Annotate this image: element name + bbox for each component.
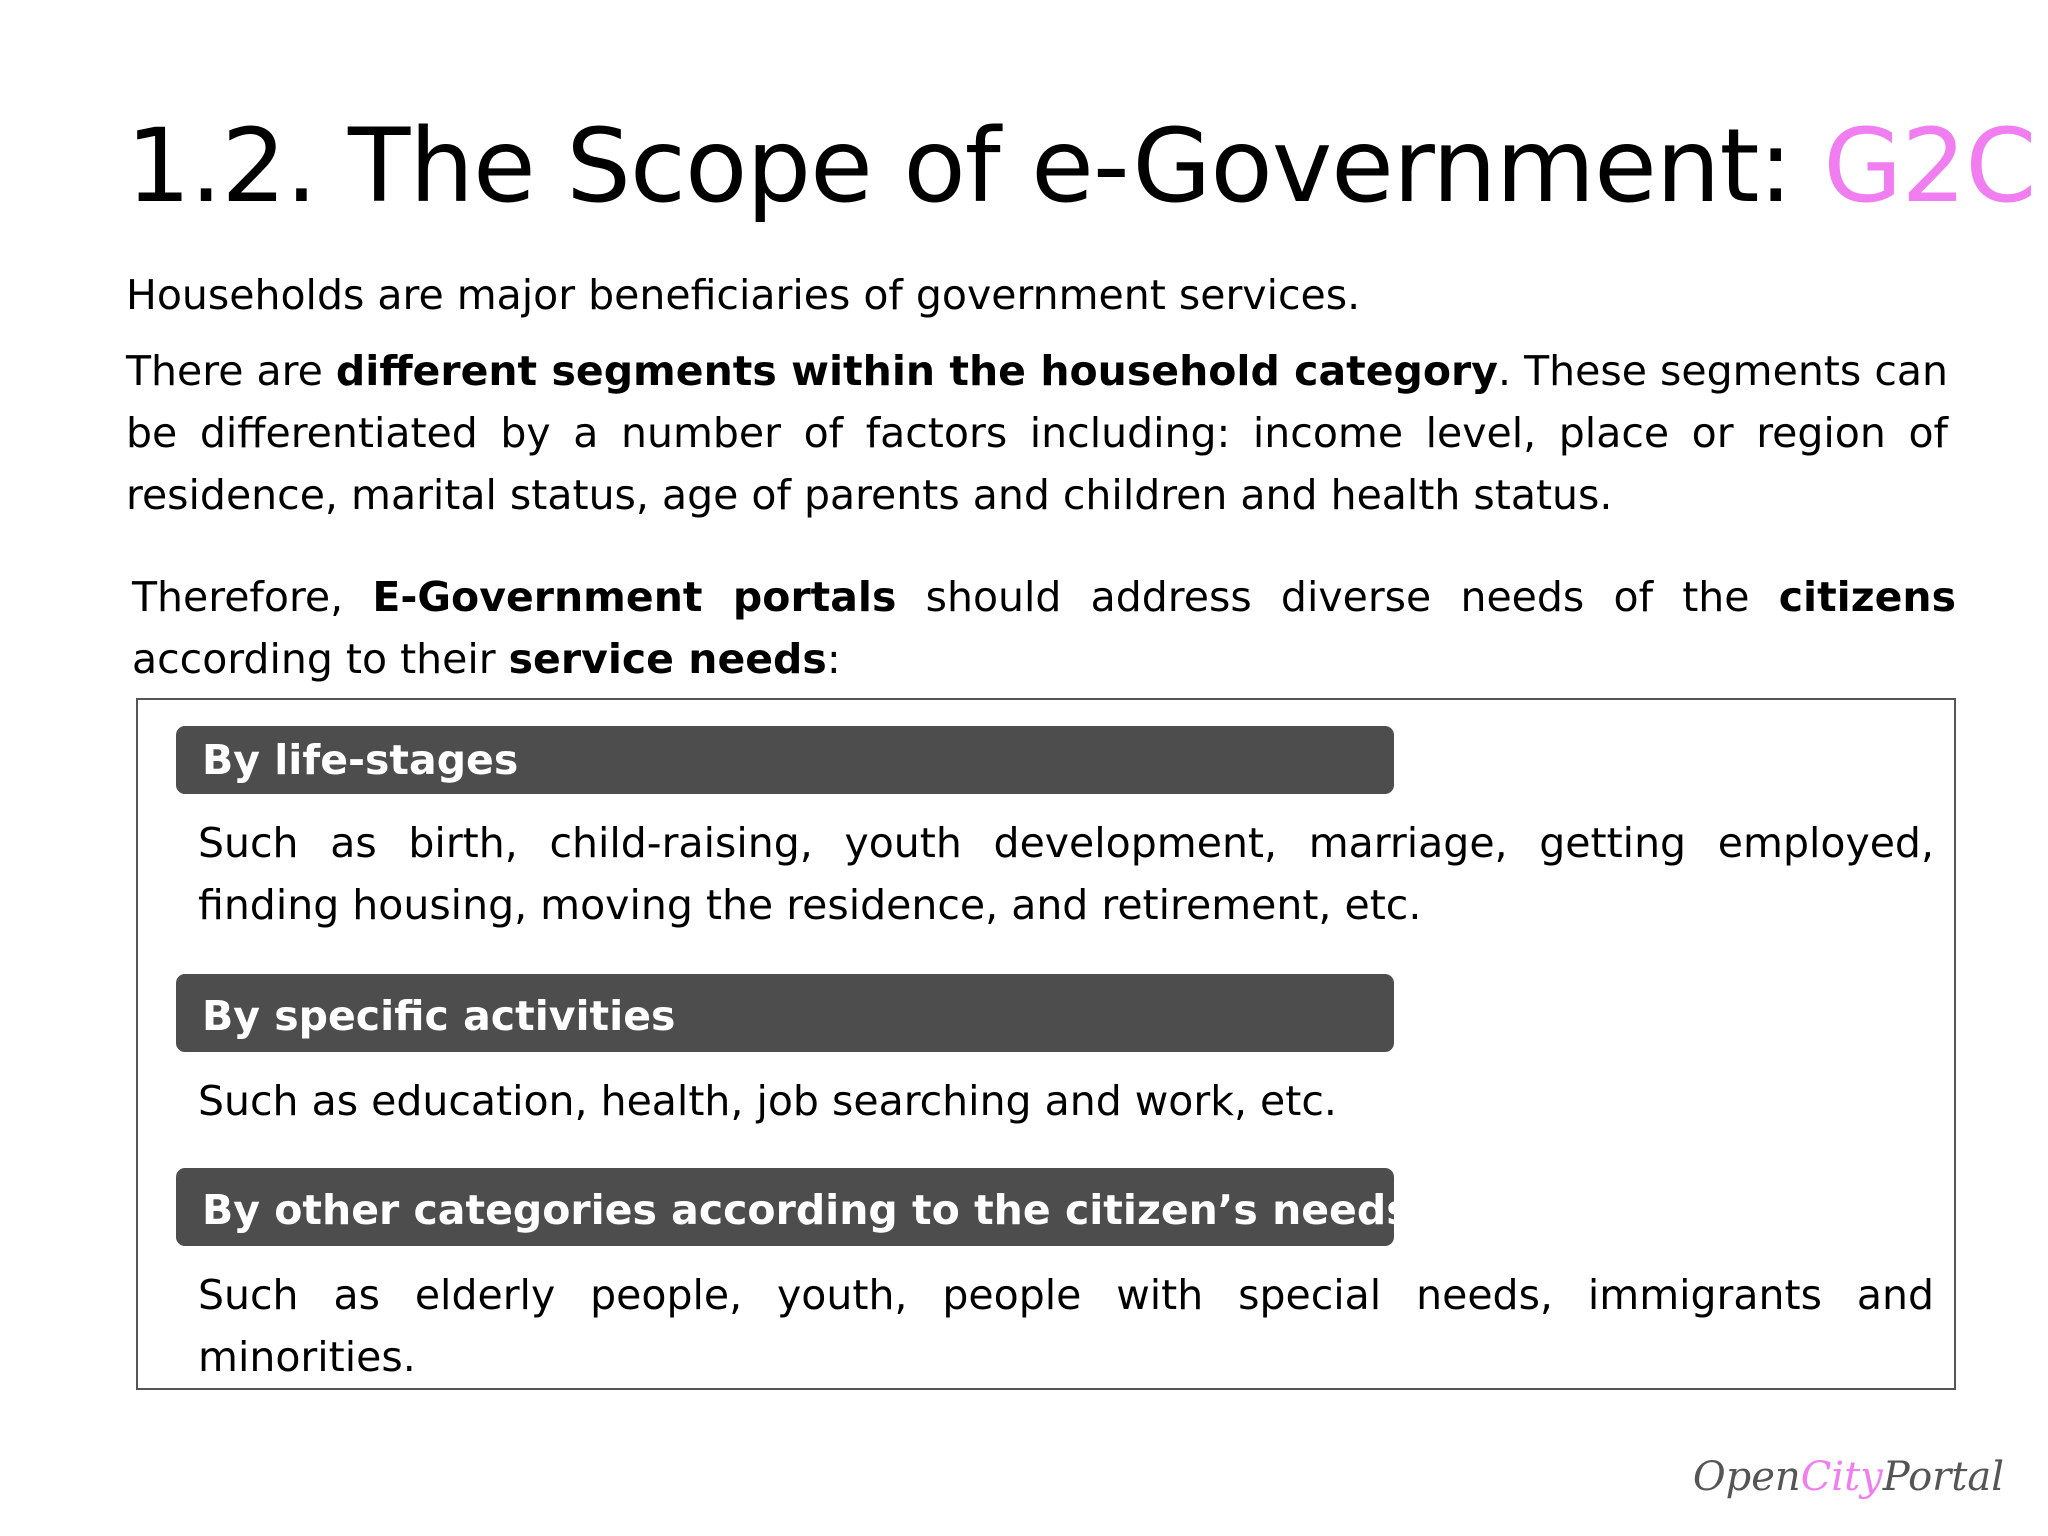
slide-title xyxy=(126,108,2035,225)
p3-mid2: according to their xyxy=(132,635,509,683)
categories-box xyxy=(136,698,1956,1390)
slide-title-main: 1.2. The Scope of e-Government: xyxy=(126,107,1824,226)
p3-bold-service-needs: service needs xyxy=(508,635,827,683)
p2-bold: different segments within the household category xyxy=(335,347,1498,395)
logo-city: City xyxy=(1800,1454,1883,1500)
slide-title-accent: G2C xyxy=(1823,107,2036,226)
category-header-specific-activities: By specific activities xyxy=(176,974,1394,1052)
intro-paragraph-1: Households are major beneficiaries of government services. xyxy=(126,271,1361,319)
intro-paragraph-3 xyxy=(132,566,1956,690)
p3-start: Therefore, xyxy=(132,573,373,621)
p3-bold-portals: E-Government portals xyxy=(372,573,897,621)
p2-start: There are xyxy=(126,347,336,395)
category-description-other-categories: Such as elderly people, youth, people with special needs, immigrants and minorities. xyxy=(198,1271,1934,1381)
p3-bold-citizens: citizens xyxy=(1778,573,1956,621)
category-description-life-stages: Such as birth, child-raising, youth development, marriage, getting employed, finding housing, moving the residence, and retirement, etc. xyxy=(198,819,1934,929)
p2-rest: . These segments can be differentiated by a number of factors including: income level, place or region of residence, marital status, age of parents and children and health status. xyxy=(126,347,1948,519)
logo-portal: Portal xyxy=(1882,1454,2004,1500)
intro-paragraph-2 xyxy=(126,340,1948,526)
opencityportal-logo xyxy=(1693,1454,2004,1500)
p3-end: : xyxy=(826,635,841,683)
category-header-life-stages: By life-stages xyxy=(176,726,1394,794)
category-header-other-categories: By other categories according to the citizen’s needs xyxy=(176,1168,1394,1246)
p3-mid: should address diverse needs of the xyxy=(896,573,1779,621)
logo-open: Open xyxy=(1692,1454,1801,1500)
category-description-specific-activities: Such as education, health, job searching and work, etc. xyxy=(198,1077,1337,1125)
